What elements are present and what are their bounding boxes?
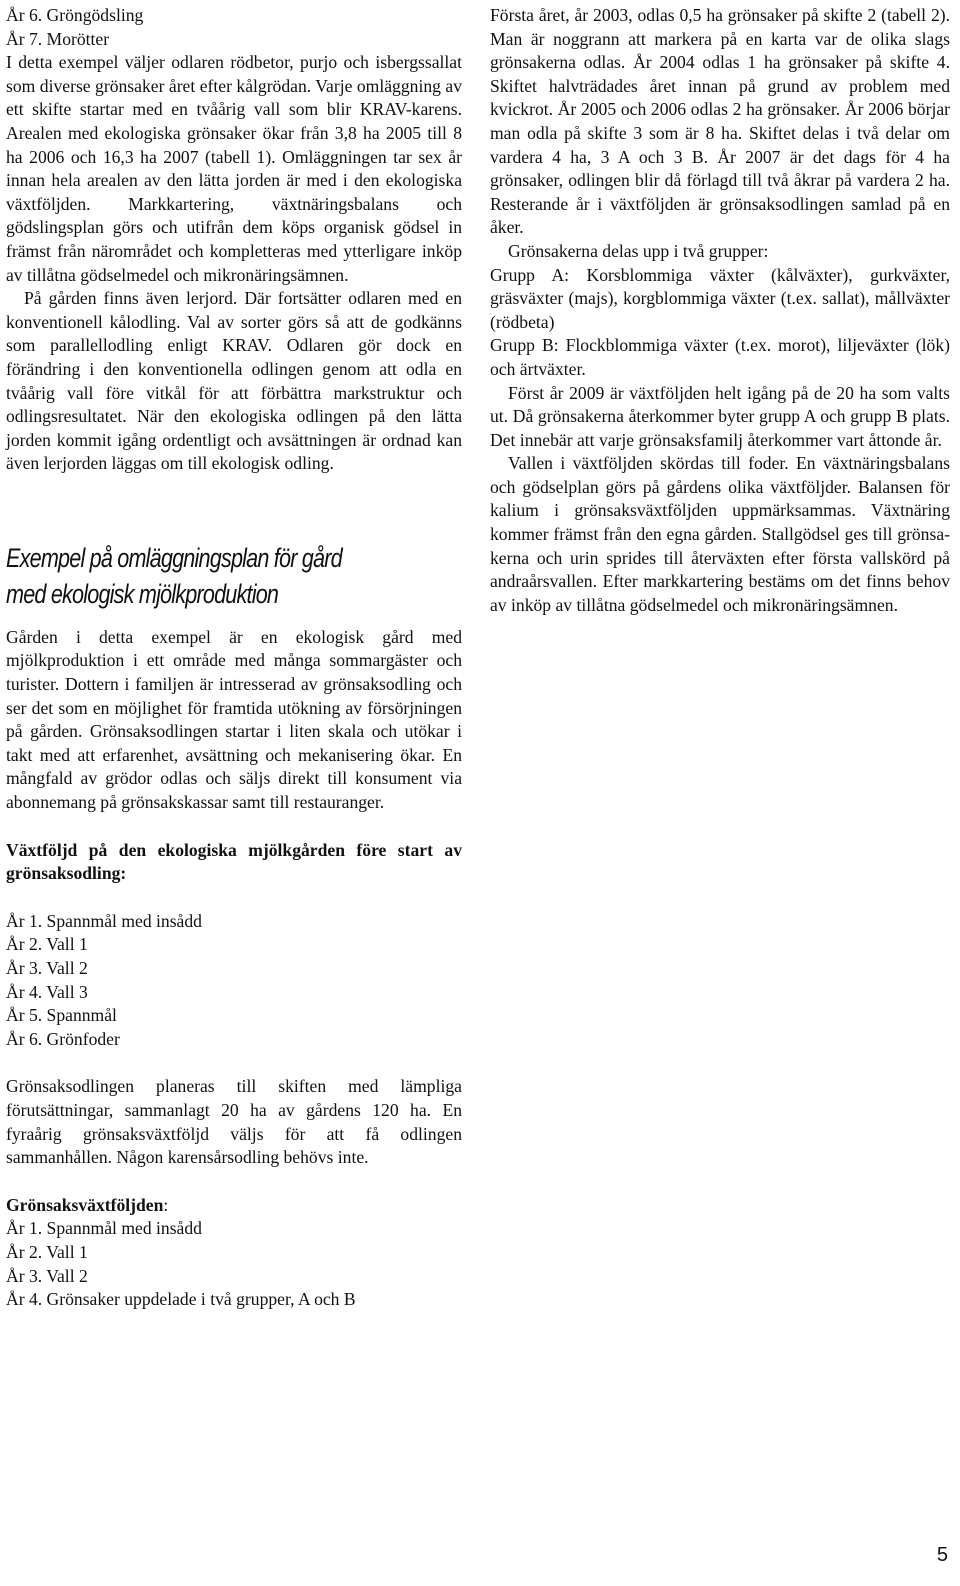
crop-rotation-year-6: År 6. Gröngödsling xyxy=(6,5,144,25)
list-item: År 6. Grönfoder xyxy=(6,1028,120,1049)
paragraph-clay-soil: På gården finns även lerjord. Där fortsätter odlaren med en konventionell kålodling. Val av sorter görs så att de godkänns som parallellodling enligt KRAV. Odlaren gör dock en förändring i den konventionella odlingen genom att odla en tvåårig vall före vitkål för att förbättra markstruktur och odlingsresultatet. När den ekologiska odlingen på den lätta jorden kommit igång ordentligt och avsättningen är ordnad kan även lerjorden läggas om till ekologisk odling. xyxy=(6,288,462,474)
section-heading-line-2: med ekologisk mjölkproduktion xyxy=(6,578,279,609)
subheading-colon: : xyxy=(163,1194,169,1215)
paragraph-ley-fodder: Vallen i växtföljden skördas till foder. En växtnäringsbalans och gödselplan görs på gårdens olika växtföljder. Balansen för kalium i grönsaksväxtföljden uppmärksammas. Växtnäring kommer främst från den egna gården. Stallgödsel ges till grönsakerna och urin sprides till återväxten efter första vallskörd på andraårsvallen. Efter markkartering bestäms om det finns behov av inköp av tillåtna gödselmedel och mikronäringsämnen. xyxy=(490,453,950,615)
paragraph-dairy-farm-intro: Gården i detta exempel är en ekologisk gård med mjölkproduktion i ett område med många sommargäster och turister. Dottern i familjen är intresserad av grönsaksodling och ser det som en möjlighet för framtida utökning av försörjningen på gården. Grönsaksodlingen startar i liten skala och utökar i takt med att erfarenhet, avsättning och mekanisering ökar. En mångfald av grödor odlas och säljs direkt till konsument via abonnemang på grönsakskassar samt till restauranger. xyxy=(6,626,462,813)
list-item: År 3. Vall 2 xyxy=(6,958,88,978)
paragraph-first-year: Första året, år 2003, odlas 0,5 ha grönsaker på skifte 2 (tabell 2). Man är noggrann att markera på en karta var de olika slags grönsakerna odlas. År 2004 odlas 1 ha grönsaker på skifte 4. Skiftet halvträdades året innan på grund av problem med kvickrot. År 2005 och 2006 odlas 2 ha grönsaker. År 2006 börjar man odla på skifte 3 som är 8 ha. Skiftet delas i två delar om vardera 4 ha, 3 A och 3 B. År 2007 är det dags för 4 ha grönsaker, odlingen blir då förlagd till två åkrar på vardera 2 ha. Resterande år i växtföljden är grönsaksodlingen samlad på en åker. xyxy=(490,5,950,238)
spacer xyxy=(6,1051,462,1075)
spacer xyxy=(6,1170,462,1194)
paragraph-rotation-2009: Först år 2009 är växtföljden helt igång på de 20 ha som valts ut. Då grönsakerna återkommer byter grupp A och grupp B plats. Det innebär att varje grönsaksfamilj återkommer vart åttonde år. xyxy=(490,382,950,450)
right-column xyxy=(490,4,950,617)
paragraph-group-b: Grupp B: Flockblommiga växter (t.ex. morot), liljeväxter (lök) och ärtväxter. xyxy=(490,335,950,379)
spacer xyxy=(6,815,462,839)
list-item: År 3. Vall 2 xyxy=(6,1265,88,1286)
list-item: År 2. Vall 1 xyxy=(6,1241,88,1262)
paragraph-group-a: Grupp A: Korsblommiga växter (kålväxter), gurkväxter, gräsväxter (majs), korgblommiga växter (t.ex. sallat), mållväxter (rödbeta) xyxy=(490,264,950,332)
subheading-vegetable-rotation-text: Grönsaksväxtföljden xyxy=(6,1194,164,1215)
left-column xyxy=(6,4,462,1312)
list-item: År 1. Spannmål med insådd xyxy=(6,910,202,931)
rotation-list-before-start xyxy=(6,910,462,1052)
list-item: År 1. Spannmål med insådd xyxy=(6,1218,202,1239)
subheading-rotation-before-start: Växtföljd på den ekologiska mjölkgården före start av grönsaksodling: xyxy=(6,839,462,884)
paragraph-groups-intro: Grönsakerna delas upp i två grupper: xyxy=(508,240,769,261)
list-item: År 4. Grönsaker uppdelade i två grupper, A och B xyxy=(6,1289,356,1310)
list-item: År 4. Vall 3 xyxy=(6,981,88,1002)
spacer xyxy=(6,886,462,910)
paragraph-vegetable-choice: I detta exempel väljer odlaren rödbetor, purjo och isbergssallat som diverse grönsaker året efter kålgrödan. Varje omläggning av ett skifte startar med en tvåårig vall som blir KRAV-karens. Arealen med ekologiska grönsaker ökar från 3,8 ha 2005 till 8 ha 2006 och 16,3 ha 2007 (tabell 1). Omläggningen tar sex år innan hela arealen av den lätta jorden är med i den ekologiska växtföljden. Markkartering, växtnäringsbalans och gödslingsplan görs och utifrån dem köps organisk gödsel in främst från närområdet och kompletteras med ytterligare inköp av tillåtna gödselmedel och mikronäringsämnen. xyxy=(6,52,462,285)
section-heading-line-1: Exempel på omläggningsplan för gård xyxy=(6,542,342,573)
list-item: År 2. Vall 1 xyxy=(6,934,88,955)
list-item: År 5. Spannmål xyxy=(6,1005,117,1026)
subheading-vegetable-rotation xyxy=(6,1194,462,1218)
vegetable-rotation-list xyxy=(6,1217,462,1311)
page-number: 5 xyxy=(936,1544,948,1566)
paragraph-planning: Grönsaksodlingen planeras till skiften med lämpliga förutsättningar, sammanlagt 20 ha av gårdens 120 ha. En fyraårig grönsaksväxtföljd väljs för att få odlingen sammanhållen. Någon karensårsodling behövs inte. xyxy=(6,1076,462,1168)
section-heading xyxy=(6,540,371,612)
crop-rotation-year-7: År 7. Morötter xyxy=(6,28,110,49)
